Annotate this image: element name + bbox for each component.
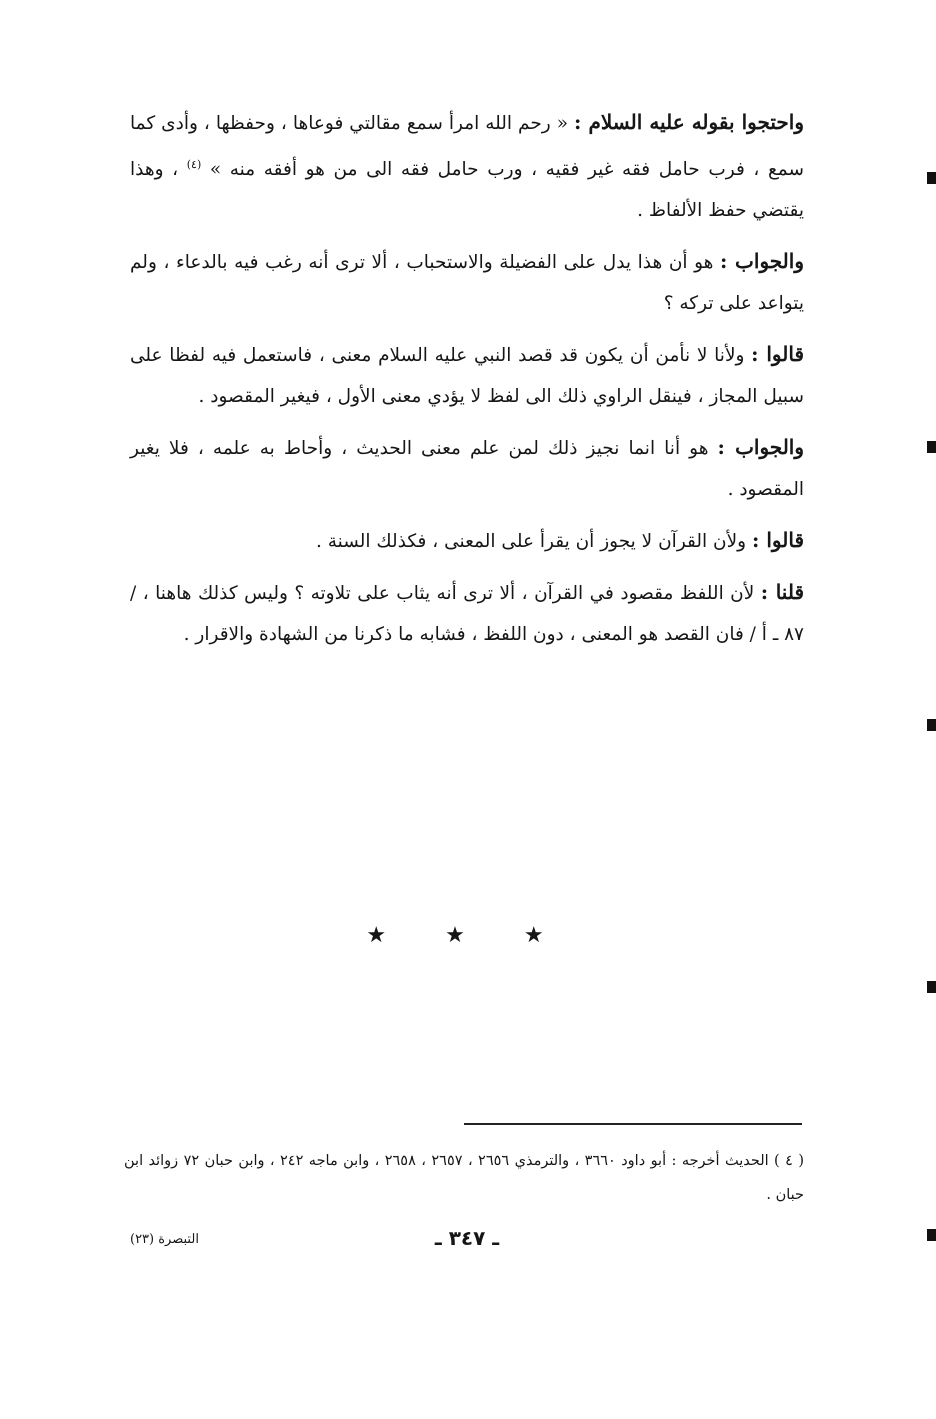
scan-edge-mark (927, 172, 936, 184)
paragraph-body: هو أن هذا يدل على الفضيلة والاستحباب ، ألا ترى أنه رغب فيه بالدعاء ، ولم يتواعد على تركه ؟ (130, 252, 804, 315)
footnote-marker: (٤) (186, 158, 202, 171)
footnote-rule (464, 1123, 802, 1125)
paragraph-body: لأن اللفظ مقصود في القرآن ، ألا ترى أنه يثاب على تلاوته ؟ وليس كذلك هاهنا ، / ٨٧ ـ أ / فان القصد هو المعنى ، دون اللفظ ، فشابه ما ذكرنا من الشهادة والاقرار . (130, 583, 804, 646)
paragraph-body: ولأنا لا نأمن أن يكون قد قصد النبي عليه السلام معنى ، فاستعمل فيه لفظا على سبيل المجاز ، فينقل الراوي ذلك الى لفظ لا يؤدي معنى الأول ، فيغير المقصود . (130, 345, 804, 408)
paragraph-lead: قلنا : (760, 580, 804, 605)
paragraph-answer-1 (130, 241, 804, 324)
paragraph-lead: قالوا : (751, 342, 805, 367)
paragraph-body: هو أنا انما نجيز ذلك لمن علم معنى الحديث ، وأحاط به علمه ، فلا يغير المقصود . (130, 438, 804, 501)
section-separator: ★ ★ ★ (366, 923, 570, 948)
main-text (130, 102, 804, 665)
page-number: ـ ٣٤٧ ـ (434, 1226, 500, 1250)
paragraph-tail: ، وهذا يقتضي حفظ الألفاظ . (130, 159, 804, 222)
scan-edge-mark (927, 441, 936, 453)
scan-edge-mark (927, 981, 936, 993)
paragraph-lead: والجواب : (717, 435, 804, 460)
paragraph-lead: والجواب : (720, 249, 804, 274)
footnote: ( ٤ ) الحديث أخرجه : أبو داود ٣٦٦٠ ، والترمذي ٢٦٥٦ ، ٢٦٥٧ ، ٢٦٥٨ ، وابن ماجه ٢٤٢ ، وابن حبان ٧٢ زوائد ابن حبان . (124, 1153, 804, 1203)
paragraph-answer-2 (130, 427, 804, 510)
paragraph-lead: واحتجوا بقوله عليه السلام : (574, 110, 805, 134)
paragraph-argument-1 (130, 102, 804, 231)
paragraph-lead: قالوا : (752, 528, 804, 553)
paragraph-body: ولأن القرآن لا يجوز أن يقرأ على المعنى ، فكذلك السنة . (315, 531, 753, 553)
paragraph-answer-3 (130, 572, 804, 655)
paragraph-argument-2 (130, 334, 804, 417)
paragraph-body: « رحم الله امرأ سمع مقالتي فوعاها ، وحفظها ، وأدى كما سمع ، فرب حامل فقه غير فقيه ، ورب حامل فقه الى من هو أفقه منه » (130, 113, 805, 181)
paragraph-argument-3 (130, 520, 804, 562)
signature-mark: التبصرة (٢٣) (130, 1232, 199, 1247)
scan-edge-mark (927, 1229, 936, 1241)
scan-edge-mark (927, 719, 936, 731)
